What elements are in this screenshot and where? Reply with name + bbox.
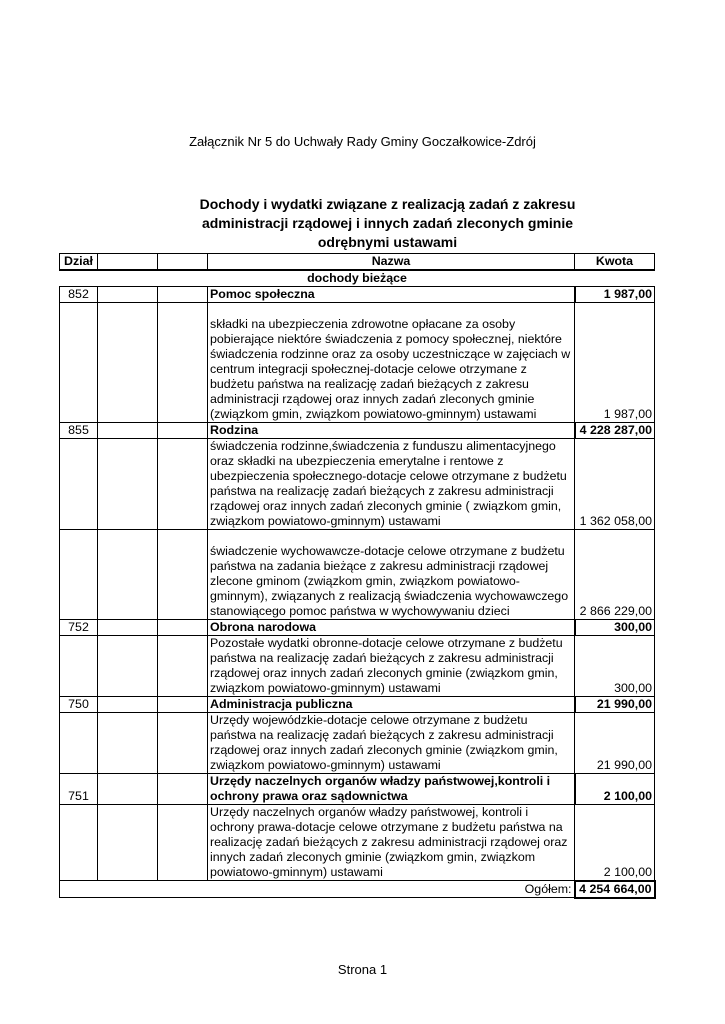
- chapter-row: [60, 620, 655, 636]
- empty-cell: [60, 303, 98, 423]
- empty-cell: [98, 697, 158, 713]
- detail-description: Urzędy naczelnych organów władzy państwowej, kontroli i ochrony prawa-dotacje celowe otrzymane z budżetu państwa na realizację zadań bieżących z zakresu administracji rządowej oraz innych zadań zleconych gminie (związkom gmin, związkom powiatowo-gminnym) ustawami: [208, 805, 575, 881]
- detail-amount: 2 100,00: [575, 805, 655, 881]
- total-row: [60, 881, 655, 898]
- dzial-code: 855: [60, 423, 98, 439]
- detail-row: [60, 805, 655, 881]
- empty-cell: [98, 620, 158, 636]
- empty-cell: [158, 303, 208, 423]
- total-label: Ogółem:: [60, 881, 575, 898]
- empty-cell: [158, 423, 208, 439]
- empty-cell: [158, 287, 208, 303]
- detail-description: Pozostałe wydatki obronne-dotacje celowe otrzymane z budżetu państwa na realizację zadań bieżących z zakresu administracji rządowej oraz innych zadań zleconych gminie (związkom gmin, związkom powiatowo-gminnym) ustawami: [208, 636, 575, 697]
- col-header-empty: [158, 254, 208, 271]
- detail-amount: 1 987,00: [575, 303, 655, 423]
- total-value: 4 254 664,00: [575, 881, 655, 898]
- detail-amount: 2 866 229,00: [575, 530, 655, 620]
- dzial-code: 852: [60, 287, 98, 303]
- detail-description: składki na ubezpieczenia zdrowotne opłacane za osoby pobierające niektóre świadczenia z pomocy społecznej, niektóre świadczenia rodzinne oraz za osoby uczestniczące w zajęciach w centrum integracji społecznej-dotacje celowe otrzymane z budżetu państwa na realizację zadań bieżących z zakresu administracji rządowej oraz innych zadań zleconych gminie (związkom gmin, związkom powiatowo-gminnym) ustawami: [208, 303, 575, 423]
- chapter-row: [60, 697, 655, 713]
- empty-cell: [158, 805, 208, 881]
- empty-cell: [158, 713, 208, 774]
- empty-cell: [98, 439, 158, 530]
- empty-cell: [98, 287, 158, 303]
- chapter-amount: 1 987,00: [575, 287, 655, 303]
- empty-cell: [158, 530, 208, 620]
- empty-cell: [60, 805, 98, 881]
- col-header-dzial: Dział: [60, 254, 98, 271]
- detail-description: świadczenie wychowawcze-dotacje celowe otrzymane z budżetu państwa na zadania bieżące z zakresu administracji rządowej zlecone gminom (związkom gmin, związkom powiatowo-gminnym), związanych z realizacją świadczenia wychowawczego stanowiącego pomoc państwa w wychowywaniu dzieci: [208, 530, 575, 620]
- detail-amount: 300,00: [575, 636, 655, 697]
- empty-cell: [98, 636, 158, 697]
- detail-amount: 1 362 058,00: [575, 439, 655, 530]
- dzial-code: 751: [60, 774, 98, 805]
- chapter-name: Rodzina: [208, 423, 575, 439]
- empty-cell: [158, 620, 208, 636]
- chapter-row: [60, 774, 655, 805]
- empty-cell: [60, 439, 98, 530]
- dzial-code: 752: [60, 620, 98, 636]
- detail-row: [60, 439, 655, 530]
- empty-cell: [98, 805, 158, 881]
- chapter-amount: 4 228 287,00: [575, 423, 655, 439]
- section-label: dochody bieżące: [60, 270, 655, 287]
- chapter-amount: 2 100,00: [575, 774, 655, 805]
- chapter-name: Administracja publiczna: [208, 697, 575, 713]
- dzial-code: 750: [60, 697, 98, 713]
- chapter-name: Pomoc społeczna: [208, 287, 575, 303]
- empty-cell: [60, 636, 98, 697]
- col-header-kwota: Kwota: [575, 254, 655, 271]
- table-header-row: [60, 254, 655, 271]
- detail-row: [60, 303, 655, 423]
- detail-amount: 21 990,00: [575, 713, 655, 774]
- detail-description: świadczenia rodzinne,świadczenia z funduszu alimentacyjnego oraz składki na ubezpieczenia emerytalne i rentowe z ubezpieczenia społecznego-dotacje celowe otrzymane z budżetu państwa na realizację zadań bieżących z zakresu administracji rządowej oraz innych zadań zleconych gminie ( związkom gmin, związkom powiatowo-gminnym) ustawami: [208, 439, 575, 530]
- detail-row: [60, 636, 655, 697]
- empty-cell: [60, 530, 98, 620]
- col-header-empty: [98, 254, 158, 271]
- empty-cell: [98, 530, 158, 620]
- empty-cell: [60, 713, 98, 774]
- chapter-row: [60, 423, 655, 439]
- annex-reference: Załącznik Nr 5 do Uchwały Rady Gminy Goczałkowice-Zdrój: [189, 134, 536, 149]
- detail-description: Urzędy wojewódzkie-dotacje celowe otrzymane z budżetu państwa na realizację zadań bieżących z zakresu administracji rządowej oraz innych zadań zleconych gminie (związkom gmin, związkom powiatowo-gminnym) ustawami: [208, 713, 575, 774]
- document-title: Dochody i wydatki związane z realizacją zadań z zakresu administracji rządowej i innych zadań zleconych gminie odrębnymi ustawami: [199, 196, 576, 250]
- chapter-name: Obrona narodowa: [208, 620, 575, 636]
- empty-cell: [158, 636, 208, 697]
- detail-row: [60, 713, 655, 774]
- empty-cell: [98, 713, 158, 774]
- empty-cell: [158, 697, 208, 713]
- section-row: [60, 270, 655, 287]
- col-header-nazwa: Nazwa: [208, 254, 575, 271]
- empty-cell: [98, 423, 158, 439]
- page-number: Strona 1: [337, 962, 388, 977]
- empty-cell: [98, 774, 158, 805]
- chapter-row: [60, 287, 655, 303]
- chapter-amount: 21 990,00: [575, 697, 655, 713]
- budget-table: [59, 253, 656, 899]
- empty-cell: [158, 439, 208, 530]
- chapter-name: Urzędy naczelnych organów władzy państwowej,kontroli i ochrony prawa oraz sądownictwa: [208, 774, 575, 805]
- chapter-amount: 300,00: [575, 620, 655, 636]
- empty-cell: [158, 774, 208, 805]
- empty-cell: [98, 303, 158, 423]
- detail-row: [60, 530, 655, 620]
